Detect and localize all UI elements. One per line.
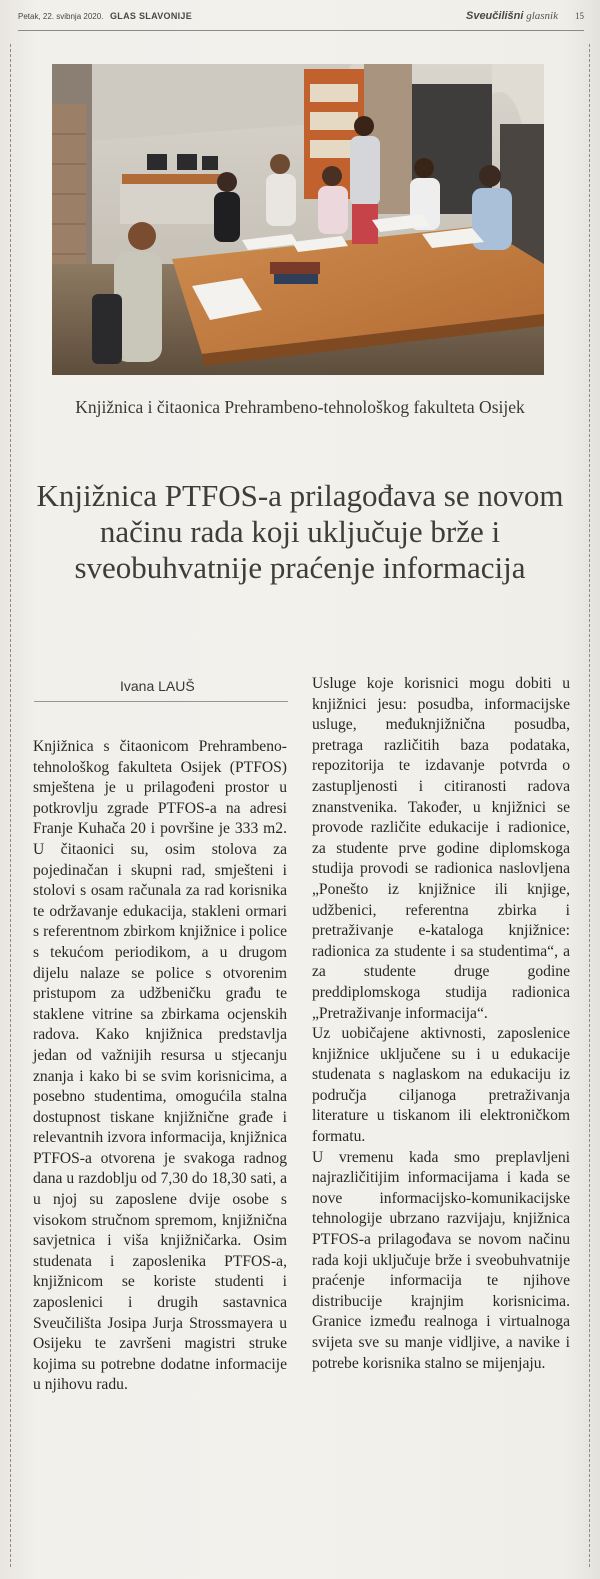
paragraph: Knjižnica s čitaonicom Prehrambeno-tehnološkog fakulteta Osijek (PTFOS) smještena je u prilagođeni prostor u potkrovlju zgrade PTFOS-a na adresi Franje Kuhača 20 i površine je 333 m2. U čitaonici su, osim stolova za pojedinačan i skupni rad, smješteni i stolovi s osam računala za rad korisnika te održavanje edukacija, stakleni ormari s referentnom zbirkom knjižnice i police s tekućom periodikom, a u drugom dijelu nalaze se police s otvorenim pristupom za udžbeničku građu te staklene vitrine sa zbirkama ocjenskih radova. Kako knjižnica predstavlja jedan od važnijih resursa u stjecanju znanja i kako bi se svim korisnicima, a posebno studentima, omogućila stalna dostupnost tiskane knjižnične građe i relevantnih izvora informacija, knjižnica PTFOS-a otvorena je svakoga radnog dana u razdoblju od 7,30 do 18,30 sati, a u njoj su zaposlene dvije osobe s visokom stručnom spremom, knjižnična savjetnica i viša knjižničarka. Osim studenata i zaposlenika PTFOS-a, knjižnicom se koriste studenti i zaposlenici i drugih sastavnica Sveučilišta Josipa Jurja Strossmayera u Osijeku te završeni magistri struke kojima su potrebne dodatne informacije u njihovu radu. [33, 738, 287, 1394]
newspaper-name: GLAS SLAVONIJE [110, 11, 193, 21]
masthead-rule [18, 30, 584, 31]
library-photo [52, 64, 544, 375]
cut-line-left [10, 44, 11, 1567]
cut-line-right [589, 44, 590, 1567]
author-rule [34, 701, 288, 702]
article-author: Ivana LAUŠ [120, 678, 195, 694]
paragraph: Uz uobičajene aktivnosti, zaposlenice knjižnice uključene su i u edukacije studenata s naglaskom na edukaciju iz područja ciljanoga pretraživanja literature u tiskanom ili elektroničkom formatu. [312, 1025, 570, 1146]
section-title [466, 10, 558, 22]
paragraph: U vremenu kada smo preplavljeni najrazličitijim informacijama i kada se nove informacijsko-komunikacijske tehnologije ubrzano razvijaju, knjižnica PTFOS-a prilagođava se novom načinu rada koji uključuje brže i sveobuhvatnije praćenje informacija te njihove distribucije krajnjim korisnicima. Granice između realnoga i virtualnoga svijeta sve su manje vidljive, a navike i potrebe korisnika stalno se mijenjaju. [312, 1148, 570, 1372]
issue-date: Petak, 22. svibnja 2020. [18, 12, 104, 21]
masthead [18, 8, 584, 30]
article-column-left [33, 737, 287, 1396]
paragraph: Usluge koje korisnici mogu dobiti u knjižnici jesu: posudba, informacijske usluge, međuknjižnična posudba, pretraga različitih baza podataka, repozitorija te izdavanje potvrda o zastupljenosti i citiranosti radova znanstvenika. Također, u knjižnici se provode različite edukacije i radionice, za studente prve godine diplomskoga studija provodi se radionica naslovljena „Ponešto iz knjižnice ili knjige, udžbenici, referentna zbirka i pretraživanje e-kataloga knjižnice: radionica za studente i sa studentima“, a za studente druge godine preddiplomskoga studija radionica „Pretraživanje informacija“. [312, 675, 570, 1022]
section-title-italic: glasnik [526, 10, 558, 22]
photo-caption: Knjižnica i čitaonica Prehrambeno-tehnološkog fakulteta Osijek [75, 397, 525, 417]
article-column-right [312, 674, 570, 1374]
page-number: 15 [575, 11, 584, 21]
article-headline: Knjižnica PTFOS-a prilagođava se novom načinu rada koji uključuje brže i sveobuhvatnije praćenje informacija [36, 478, 564, 585]
library-photo-illustration [52, 64, 544, 375]
section-title-bold: Sveučilišni [465, 10, 524, 22]
